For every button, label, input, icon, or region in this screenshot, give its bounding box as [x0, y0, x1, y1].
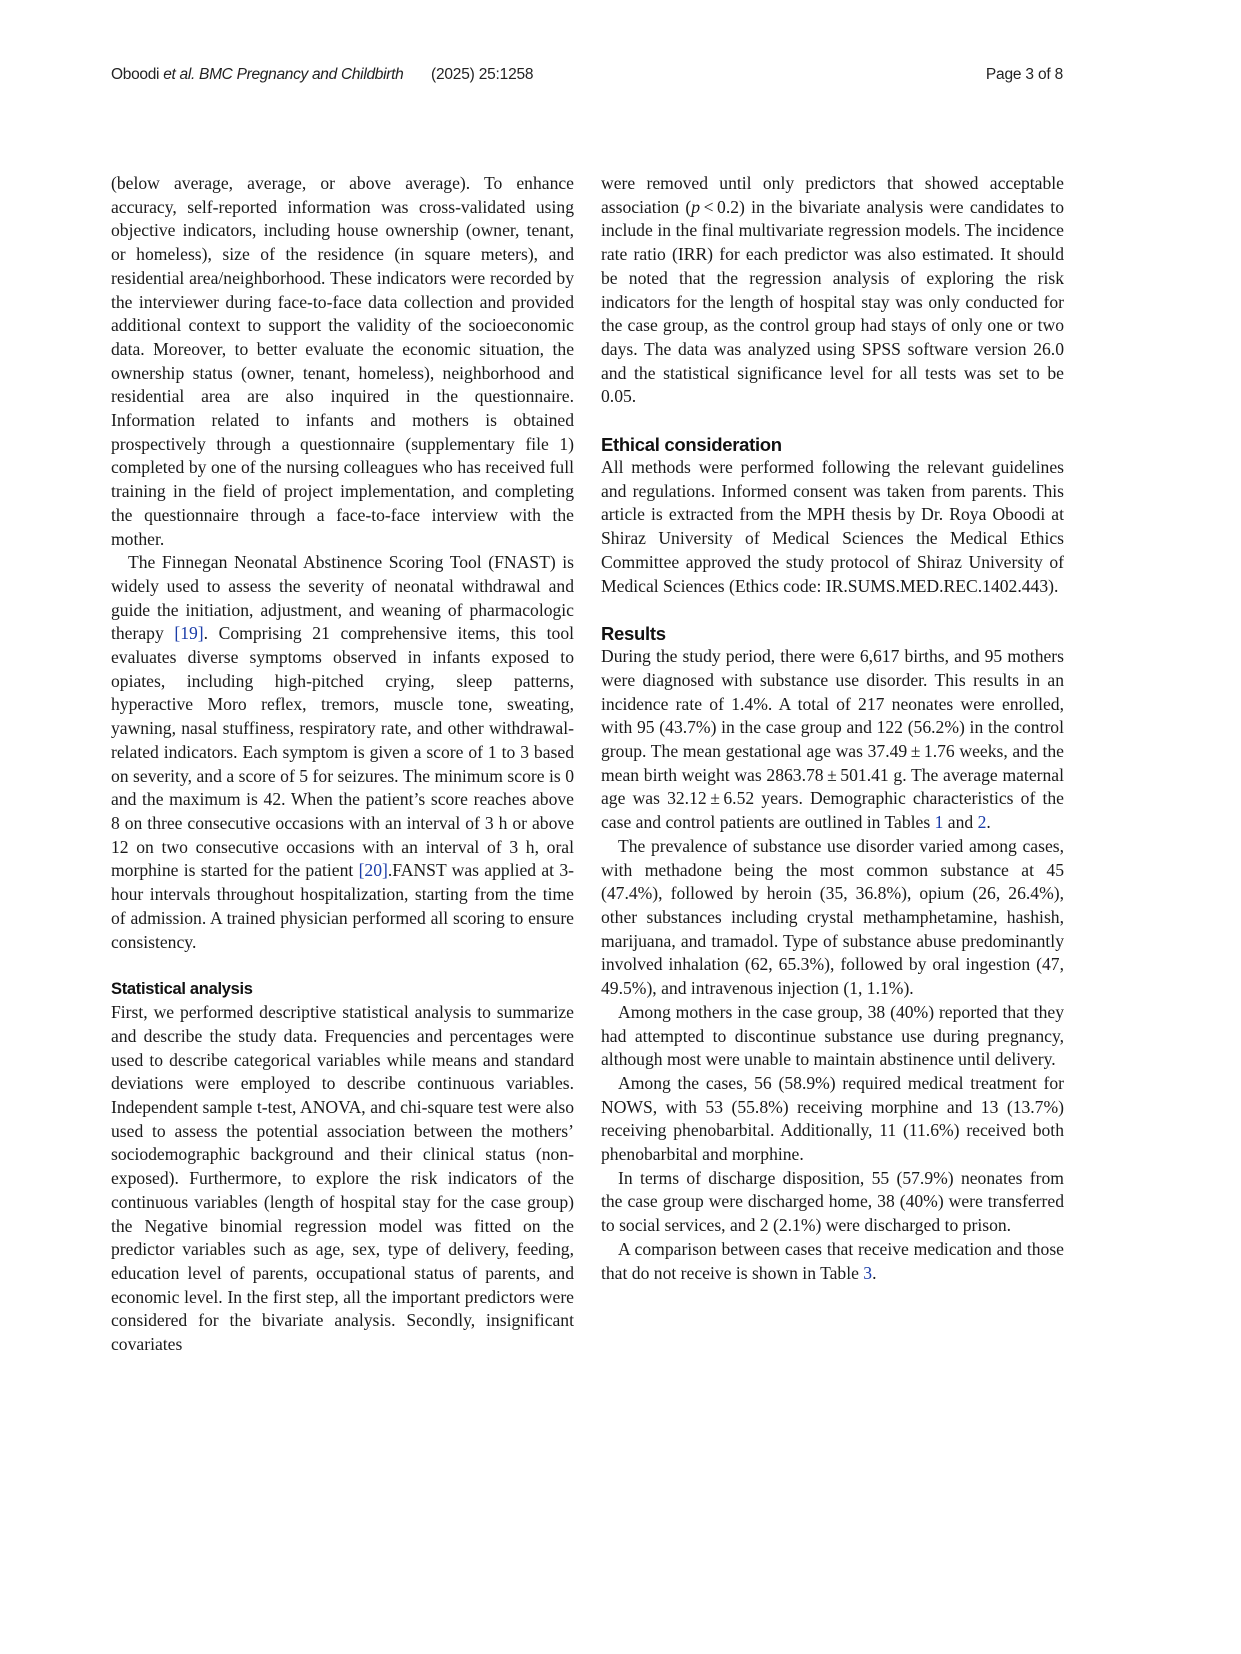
paragraph-results-intro — [601, 645, 1064, 835]
section-heading-results: Results — [601, 623, 666, 645]
reference-link-19[interactable]: [19] — [174, 623, 204, 644]
text: were removed until only predictors that showed acceptable association ( — [601, 173, 1064, 217]
paragraph-treatment: Among the cases, 56 (58.9%) required medical treatment for NOWS, with 53 (55.8%) receiving morphine and 13 (13.7%) receiving phenobarbital. Additionally, 11 (11.6%) received both phenobarbital and morphine. — [601, 1072, 1064, 1165]
running-header — [111, 66, 1063, 90]
text: . Comprising 21 comprehensive items, this tool evaluates diverse symptoms observed in infants exposed to opiates, including high-pitched crying, sleep patterns, hyperactive Moro reflex, tremors, muscle tone, sweating, yawning, nasal stuffiness, respiratory rate, and other withdrawal-related indicators. Each symptom is given a score of 1 to 3 based on severity, and a score of 5 for seizures. The minimum score is 0 and the maximum is 42. When the patient’s score reaches above 8 on three consecutive occasions with an interval of 3 h or above 12 on two consecutive occasions with an interval of 3 h, oral morphine is started for the patient — [111, 623, 575, 881]
et-al: et al. — [163, 66, 196, 83]
section-heading-ethical: Ethical consideration — [601, 434, 782, 456]
table-link-2[interactable]: 2 — [977, 812, 987, 833]
paragraph-discharge: In terms of discharge disposition, 55 (57.9%) neonates from the case group were discharged home, 38 (40%) were transferred to social services, and 2 (2.1%) were discharged to prison. — [601, 1167, 1064, 1236]
paragraph-discontinue: Among mothers in the case group, 38 (40%) reported that they had attempted to discontinue substance use during pregnancy, although most were unable to maintain abstinence until delivery. — [601, 1001, 1064, 1070]
author-name: Oboodi — [111, 66, 160, 83]
paragraph-substance-prevalence: The prevalence of substance use disorder varied among cases, with methadone being the most common substance at 45 (47.4%), followed by heroin (35, 36.8%), opium (26, 26.4%), other substances including crystal methamphetamine, hashish, marijuana, and tramadol. Type of substance abuse predominantly involved inhalation (62, 65.3%), followed by oral ingestion (47, 49.5%), and intravenous injection (1, 1.1%). — [601, 835, 1064, 999]
text: . — [872, 1262, 877, 1283]
left-column — [111, 172, 574, 1357]
journal-citation — [111, 66, 403, 84]
volume-citation: (2025) 25:1258 — [431, 66, 534, 83]
journal-name: BMC Pregnancy and Childbirth — [199, 66, 404, 83]
text: < 0.2) in the bivariate analysis were candidates to include in the final multivariate regression models. The incidence rate ratio (IRR) for each predictor was also estimated. It should be noted that the regression analysis of exploring the risk indicators for the length of hospital stay was only conducted for the case group, as the control group had stays of only one or two days. The data was analyzed using SPSS software version 26.0 and the statistical significance level for all tests was set to be 0.05. — [601, 196, 1064, 407]
text: and — [943, 812, 978, 833]
reference-link-20[interactable]: [20] — [358, 860, 388, 881]
text: . — [986, 812, 991, 833]
paragraph-fnast — [111, 551, 574, 954]
paragraph-socioeconomic: (below average, average, or above average). To enhance accuracy, self-reported information was cross-validated using objective indicators, including house ownership (owner, tenant, or homeless), size of the residence (in square meters), and residential area/neighborhood. These indicators were recorded by the interviewer during face-to-face data collection and provided additional context to support the validity of the socioeconomic data. Moreover, to better evaluate the economic situation, the ownership status (owner, tenant, homeless), neighborhood and residential area are also inquired in the questionnaire. Information related to infants and mothers is obtained prospectively through a questionnaire (supplementary file 1) completed by one of the nursing colleagues who has received full training in the field of project implementation, and completing the questionnaire through a face-to-face interview with the mother. — [111, 173, 574, 549]
paragraph-statistics: First, we performed descriptive statistical analysis to summarize and describe the study data. Frequencies and percentages were used to describe categorical variables while means and standard deviations were employed to describe continuous variables. Independent sample t-test, ANOVA, and chi-square test were also used to assess the potential association between the mothers’ sociodemographic background and their clinical status (non-exposed). Furthermore, to explore the risk indicators of the continuous variables (length of hospital stay for the case group) the Negative binomial regression model was fitted on the predictor variables such as age, sex, type of delivery, feeding, education level of parents, occupational status of parents, and economic level. In the first step, all the important predictors were considered for the bivariate analysis. Secondly, insignificant covariates — [111, 1002, 574, 1355]
paragraph-ethics: All methods were performed following the relevant guidelines and regulations. Informed consent was taken from parents. This article is extracted from the MPH thesis by Dr. Roya Oboodi at Shiraz University of Medical Sciences the Medical Ethics Committee approved the study protocol of Shiraz University of Medical Sciences (Ethics code: IR.SUMS.MED.REC.1402.443). — [601, 457, 1064, 596]
paragraph-comparison — [601, 1238, 1064, 1285]
p-value-symbol: p — [691, 196, 701, 217]
right-column — [601, 172, 1064, 1285]
page-number: Page 3 of 8 — [985, 66, 1063, 83]
section-heading-statistical-analysis: Statistical analysis — [111, 980, 253, 999]
text: .FANST was applied at 3-hour intervals throughout hospitalization, starting from the time of admission. A trained physician performed all scoring to ensure consistency. — [111, 860, 574, 952]
text: During the study period, there were 6,617 births, and 95 mothers were diagnosed with substance use disorder. This results in an incidence rate of 1.4%. A total of 217 neonates were enrolled, with 95 (43.7%) in the case group and 122 (56.2%) in the control group. The mean gestational age was 37.49 ± 1.76 weeks, and the mean birth weight was 2863.78 ± 501.41 g. The average maternal age was 32.12 ± 6.52 years. Demographic characteristics of the case and control patients are outlined in Tables — [601, 646, 1064, 833]
text: The Finnegan Neonatal Abstinence Scoring Tool (FNAST) is widely used to assess the severity of neonatal withdrawal and guide the initiation, adjustment, and weaning of pharmacologic therapy — [111, 552, 574, 644]
table-link-3[interactable]: 3 — [863, 1262, 873, 1283]
table-link-1[interactable]: 1 — [934, 812, 944, 833]
text: A comparison between cases that receive medication and those that do not receive is shown in Table — [601, 1238, 1064, 1283]
paragraph-regression — [601, 172, 1064, 409]
